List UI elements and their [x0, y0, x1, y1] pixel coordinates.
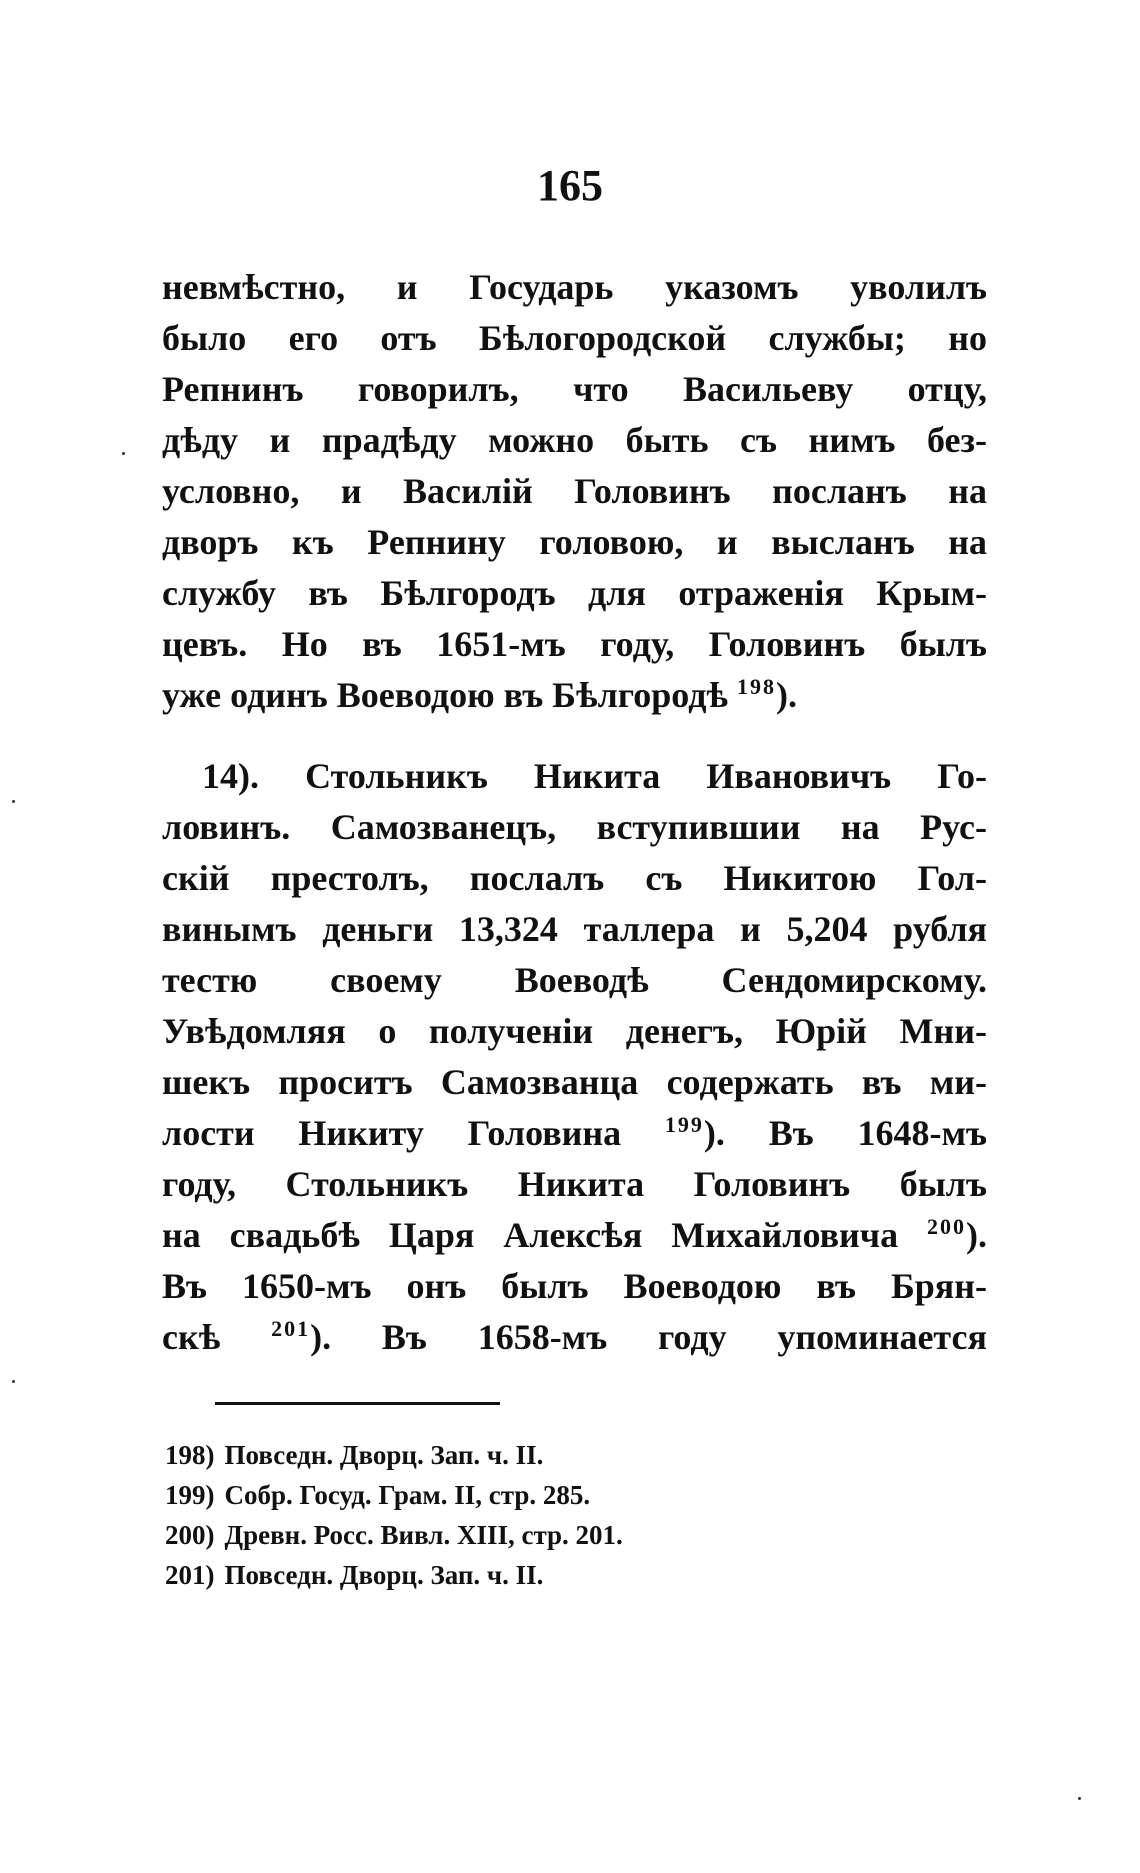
- text-line: тестю своему Воеводѣ Сендомирскому.: [162, 960, 987, 1000]
- footnote-text: Повседн. Дворц. Зап. ч. II.: [224, 1440, 544, 1470]
- line-tail: ).: [966, 1215, 988, 1255]
- scan-speck: [12, 1380, 15, 1383]
- page-number: 165: [537, 161, 603, 210]
- text-line-with-ref: [162, 1210, 987, 1261]
- text-line-with-ref: [162, 1312, 987, 1363]
- footnote-ref[interactable]: 200: [927, 1214, 967, 1239]
- text-line: Репнинъ говорилъ, что Васильеву отцу,: [162, 369, 987, 409]
- text-line-last: [162, 670, 987, 721]
- text-line: Увѣдомляя о полученіи денегъ, Юрій Мни-: [162, 1011, 987, 1051]
- footnote-number: 200): [165, 1520, 215, 1550]
- footnote-number: 199): [165, 1480, 215, 1510]
- text-line: году, Стольникъ Никита Головинъ былъ: [162, 1164, 987, 1204]
- text-line: дѣду и прадѣду можно быть съ нимъ без-: [162, 420, 987, 460]
- text-line: невмѣстно, и Государь указомъ уволилъ: [162, 267, 987, 307]
- line-text: скѣ: [162, 1317, 221, 1357]
- text-line: ловинъ. Самозванецъ, вступившии на Рус-: [162, 807, 987, 847]
- line-text: лости Никиту Головина: [162, 1113, 622, 1153]
- footnote-ref[interactable]: 201: [271, 1316, 311, 1341]
- scan-speck: [122, 452, 125, 455]
- footnote-ref[interactable]: 198: [737, 674, 777, 699]
- line-text: на свадьбѣ Царя Алексѣя Михайловича: [162, 1215, 899, 1255]
- footnote-198: [165, 1435, 985, 1475]
- text-line: скій престолъ, послалъ съ Никитою Гол-: [162, 858, 987, 898]
- text-line-with-ref: [162, 1108, 987, 1159]
- text-line: дворъ къ Репнину головою, и высланъ на: [162, 522, 987, 562]
- text-line: шекъ проситъ Самозванца содержать въ ми-: [162, 1062, 987, 1102]
- text-line: службу въ Бѣлгородъ для отраженія Крым-: [162, 573, 987, 613]
- footnote-text: Собр. Госуд. Грам. II, стр. 285.: [224, 1480, 591, 1510]
- line-tail: ). Въ 1658-мъ году упоминается: [310, 1317, 988, 1357]
- footnote-ref[interactable]: 199: [664, 1112, 704, 1137]
- paragraph-2: [162, 751, 987, 1363]
- paragraph-1: [162, 262, 987, 721]
- footnote-divider: [215, 1402, 500, 1405]
- footnote-text: Древн. Росс. Вивл. XIII, стр. 201.: [224, 1520, 623, 1550]
- text-line: Въ 1650-мъ онъ былъ Воеводою въ Брян-: [162, 1266, 987, 1306]
- text-line: условно, и Василій Головинъ посланъ на: [162, 471, 987, 511]
- line-tail: ). Въ 1648-мъ: [703, 1113, 987, 1153]
- footnote-200: [165, 1515, 985, 1555]
- text-line: винымъ деньги 13,324 таллера и 5,204 рубля: [162, 909, 987, 949]
- scan-speck: [1078, 1797, 1081, 1800]
- line-tail: ).: [776, 675, 798, 715]
- text-line: было его отъ Бѣлогородской службы; но: [162, 318, 987, 358]
- footnotes: [165, 1435, 985, 1595]
- text-line: 14). Стольникъ Никита Ивановичъ Го-: [202, 756, 987, 796]
- line-text: уже одинъ Воеводою въ Бѣлгородѣ: [162, 675, 729, 715]
- footnote-199: [165, 1475, 985, 1515]
- text-line: цевъ. Но въ 1651-мъ году, Головинъ былъ: [162, 624, 987, 664]
- footnote-text: Повседн. Дворц. Зап. ч. II.: [224, 1560, 544, 1590]
- scan-speck: [12, 800, 15, 803]
- footnote-number: 198): [165, 1440, 215, 1470]
- footnote-number: 201): [165, 1560, 215, 1590]
- footnote-201: [165, 1555, 985, 1595]
